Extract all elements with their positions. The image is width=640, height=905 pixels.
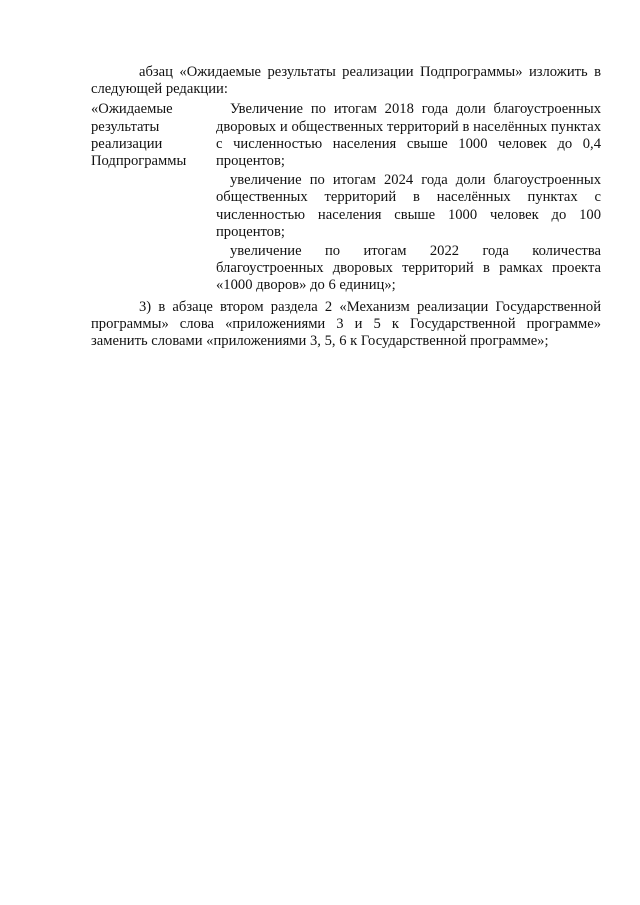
table-content-cell	[216, 100, 601, 294]
result-item: увеличение по итогам 2022 года количества благоустроенных дворовых территорий в рамках проекта «1000 дворов» до 6 единиц»;	[216, 243, 601, 294]
result-item: увеличение по итогам 2024 года доли благоустроенных общественных территорий в населённых пунктах с численностью населения свыше 1000 человек до 100 процентов;	[216, 172, 601, 240]
table-label-line: Подпрограммы	[91, 153, 187, 170]
table-label-cell	[91, 100, 216, 294]
table-label-line: реализации	[91, 135, 163, 152]
result-item: Увеличение по итогам 2018 года доли благоустроенных дворовых и общественных территорий в населённых пунктах с численностью населения свыше 1000 человек до 0,4 процентов;	[216, 101, 601, 170]
expected-results-table	[91, 100, 601, 294]
document-body	[91, 64, 601, 350]
table-label-line: результаты	[91, 118, 160, 135]
table-label-line: «Ожидаемые	[91, 101, 173, 118]
intro-paragraph: абзац «Ожидаемые результаты реализации Подпрограммы» изложить в следующей редакции:	[91, 64, 601, 98]
amendment-paragraph-3: 3) в абзаце втором раздела 2 «Механизм реализации Государственной программы» слова «приложениями 3 и 5 к Государственной программе» заменить словами «приложениями 3, 5, 6 к Государственной программе»;	[91, 298, 601, 350]
